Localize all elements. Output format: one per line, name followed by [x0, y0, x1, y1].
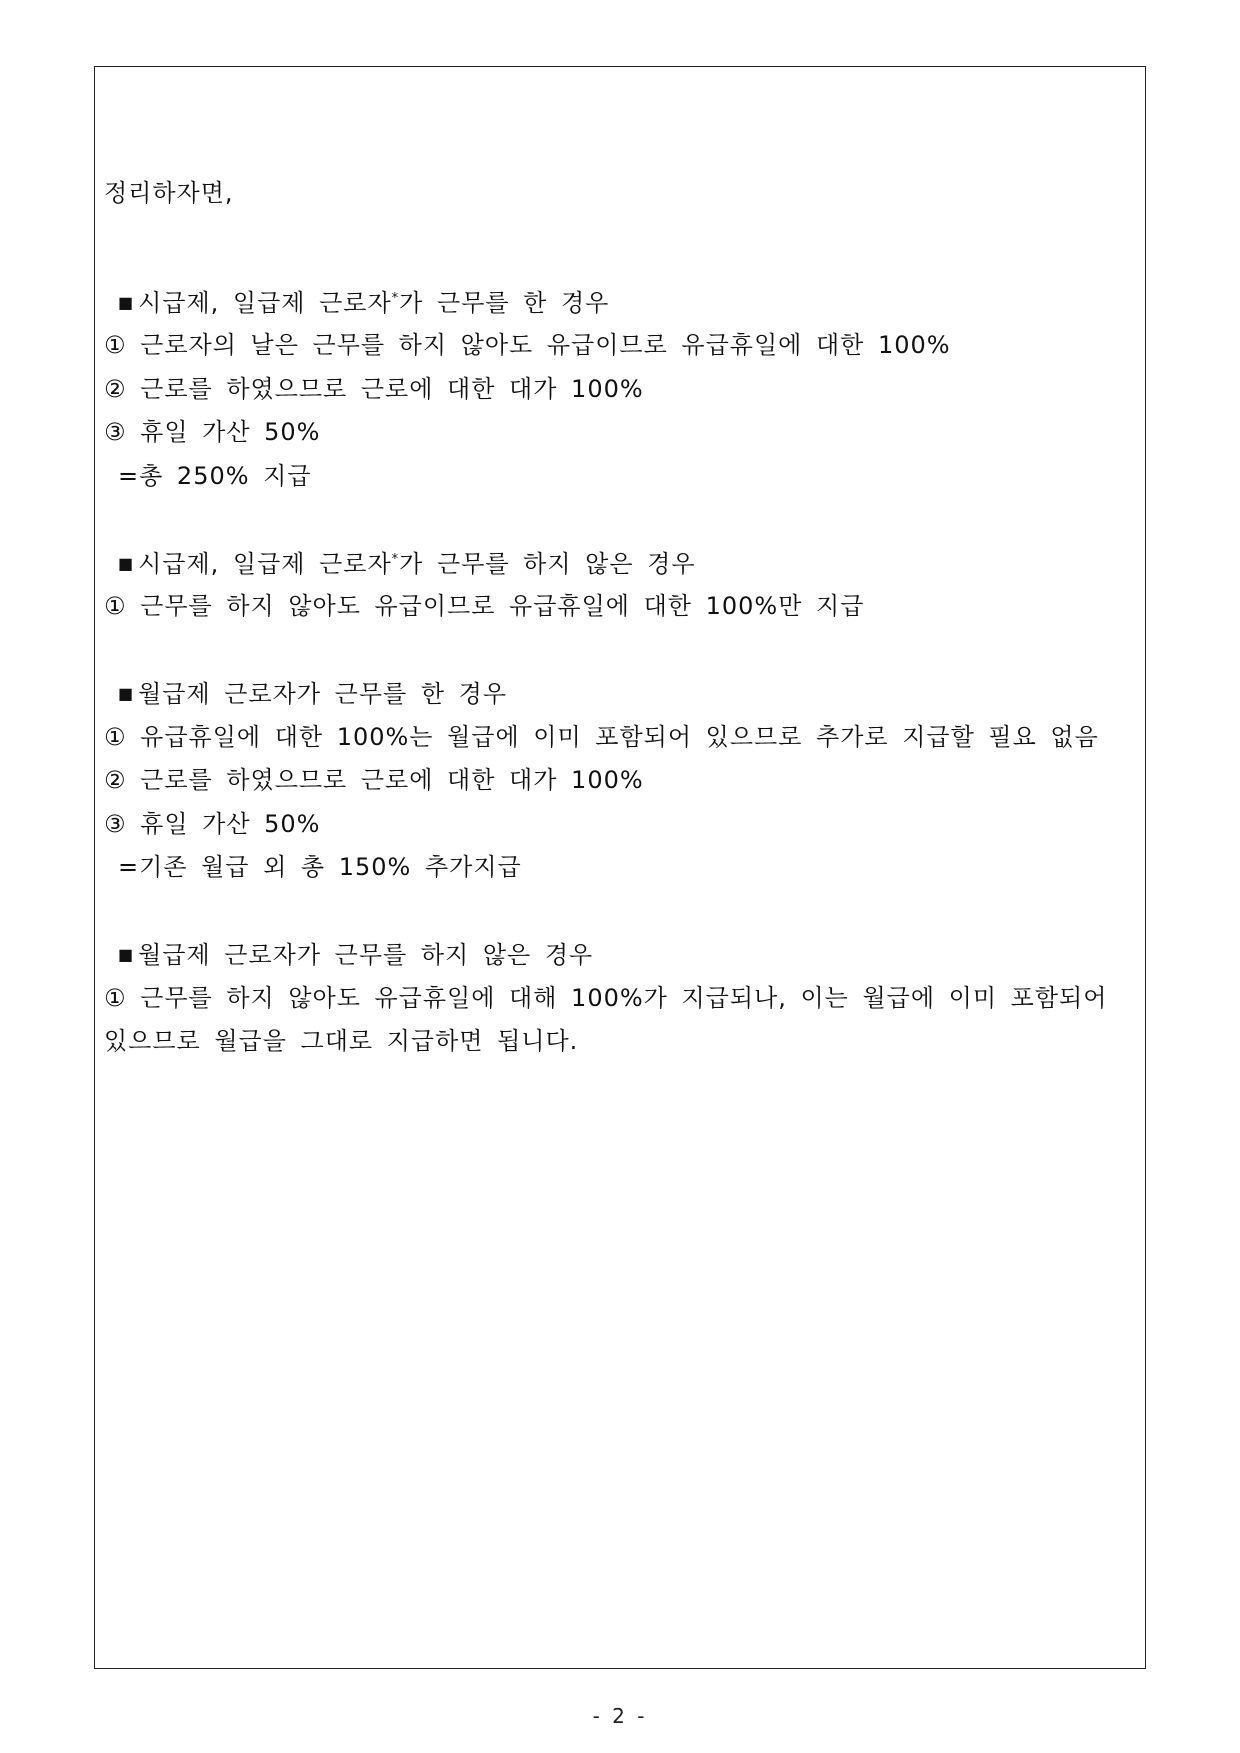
heading-text: 월급제 근로자가 근무를 한 경우	[138, 680, 508, 708]
section-heading	[104, 542, 1134, 586]
section-heading	[104, 281, 1134, 325]
heading-text: 시급제, 일급제 근로자	[138, 288, 392, 317]
square-bullet-icon: ■	[118, 292, 135, 312]
list-item: ① 근무를 하지 않아도 유급이므로 유급휴일에 대한 100%만 지급	[104, 592, 865, 620]
section-heading	[104, 672, 1134, 716]
list-item: ② 근로를 하였으므로 근로에 대한 대가 100%	[104, 766, 644, 794]
list-item: ③ 휴일 가산 50%	[104, 809, 321, 838]
section-heading	[104, 933, 1134, 977]
document-body	[104, 172, 1134, 1064]
heading-text: 시급제, 일급제 근로자	[138, 549, 392, 578]
square-bullet-icon: ■	[118, 684, 135, 703]
page-number: - 2 -	[592, 1704, 648, 1728]
heading-text: 가 근무를 하지 않은 경우	[399, 549, 696, 578]
list-item: ① 근무를 하지 않아도 유급휴일에 대해 100%가 지급되나, 이는 월급에 이미 포함되어 있으므로 월급을 그대로 지급하면 됩니다.	[104, 983, 1108, 1055]
footnote-mark: *	[391, 290, 400, 306]
heading-text: 가 근무를 한 경우	[399, 288, 610, 317]
total-line: =총 250% 지급	[118, 461, 312, 490]
list-item: ③ 휴일 가산 50%	[104, 418, 321, 446]
list-item: ① 유급휴일에 대한 100%는 월급에 이미 포함되어 있으므로 추가로 지급할 필요 없음	[104, 722, 1099, 751]
list-item: ② 근로를 하였으므로 근로에 대한 대가 100%	[104, 374, 644, 403]
heading-text: 월급제 근로자가 근무를 하지 않은 경우	[138, 941, 594, 969]
total-line: =기존 월급 외 총 150% 추가지급	[118, 853, 522, 881]
square-bullet-icon: ■	[118, 553, 135, 573]
list-item: ① 근로자의 날은 근무를 하지 않아도 유급이므로 유급휴일에 대한 100%	[104, 331, 951, 359]
footnote-mark: *	[391, 551, 400, 567]
intro-text: 정리하자면,	[104, 179, 234, 207]
square-bullet-icon: ■	[118, 945, 135, 964]
